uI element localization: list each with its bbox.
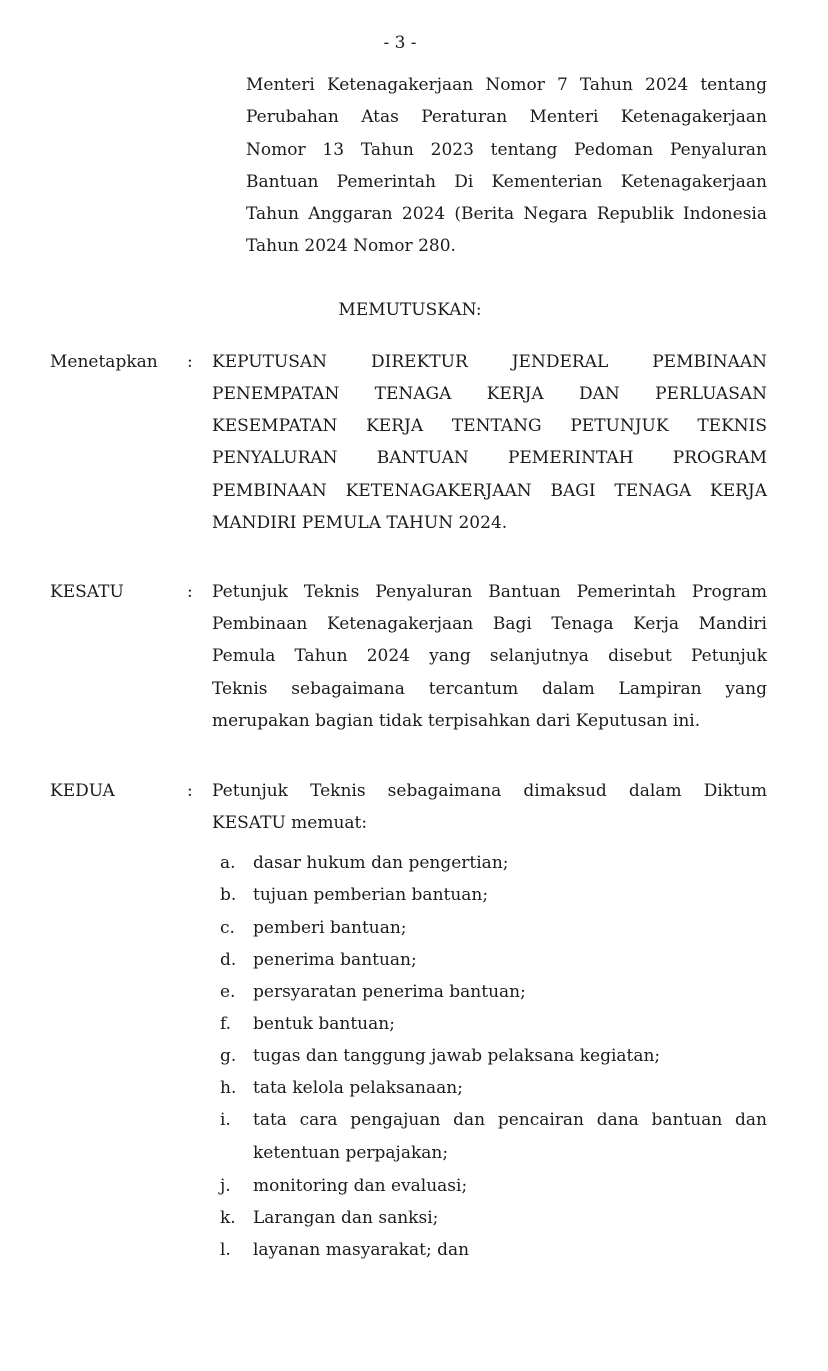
list-item-letter: k. xyxy=(220,1208,236,1228)
kedua-line: Petunjuk Teknis sebagaimana dimaksud dalam Diktum xyxy=(212,781,767,801)
kedua-label: KEDUA xyxy=(50,781,115,801)
menetapkan-line: MANDIRI PEMULA TAHUN 2024. xyxy=(212,513,508,533)
list-item-text: tugas dan tanggung jawab pelaksana kegiatan; xyxy=(253,1046,661,1066)
menetapkan-line: PENYALURAN BANTUAN PEMERINTAH PROGRAM xyxy=(212,448,767,468)
intro-line: Menteri Ketenagakerjaan Nomor 7 Tahun 2024 tentang xyxy=(246,75,767,95)
list-item-letter: f. xyxy=(220,1014,232,1034)
page-number: - 3 - xyxy=(383,33,417,53)
list-item-text: tujuan pemberian bantuan; xyxy=(253,885,489,905)
kedua-colon: : xyxy=(187,781,193,801)
menetapkan-line: PENEMPATAN TENAGA KERJA DAN PERLUASAN xyxy=(212,384,767,404)
kesatu-line: Pemula Tahun 2024 yang selanjutnya disebut Petunjuk xyxy=(212,646,767,666)
kesatu-line: merupakan bagian tidak terpisahkan dari Keputusan ini. xyxy=(212,711,701,731)
list-item-text-continued: ketentuan perpajakan; xyxy=(253,1143,449,1163)
list-item-text: dasar hukum dan pengertian; xyxy=(253,853,509,873)
kesatu-line: Pembinaan Ketenagakerjaan Bagi Tenaga Kerja Mandiri xyxy=(212,614,767,634)
kesatu-colon: : xyxy=(187,582,193,602)
kedua-line: KESATU memuat: xyxy=(212,813,368,833)
list-item-text: tata kelola pelaksanaan; xyxy=(253,1078,463,1098)
kesatu-line: Petunjuk Teknis Penyaluran Bantuan Pemerintah Program xyxy=(212,582,767,602)
list-item-letter: i. xyxy=(220,1110,231,1130)
intro-line: Tahun 2024 Nomor 280. xyxy=(246,236,456,256)
list-item-letter: c. xyxy=(220,918,235,938)
list-item-letter: a. xyxy=(220,853,236,873)
menetapkan-line: PEMBINAAN KETENAGAKERJAAN BAGI TENAGA KERJA xyxy=(212,481,767,501)
list-item-text: pemberi bantuan; xyxy=(253,918,407,938)
list-item-letter: e. xyxy=(220,982,236,1002)
list-item-text: monitoring dan evaluasi; xyxy=(253,1176,468,1196)
menetapkan-colon: : xyxy=(187,352,193,372)
list-item-text: penerima bantuan; xyxy=(253,950,417,970)
list-item-text: Larangan dan sanksi; xyxy=(253,1208,439,1228)
list-item-text: bentuk bantuan; xyxy=(253,1014,395,1034)
list-item-letter: d. xyxy=(220,950,237,970)
list-item-letter: b. xyxy=(220,885,237,905)
intro-line: Tahun Anggaran 2024 (Berita Negara Republik Indonesia xyxy=(246,204,767,224)
menetapkan-line: KESEMPATAN KERJA TENTANG PETUNJUK TEKNIS xyxy=(212,416,767,436)
list-item-letter: l. xyxy=(220,1240,231,1260)
intro-line: Perubahan Atas Peraturan Menteri Ketenagakerjaan xyxy=(246,107,767,127)
list-item-letter: h. xyxy=(220,1078,237,1098)
menetapkan-line: KEPUTUSAN DIREKTUR JENDERAL PEMBINAAN xyxy=(212,352,767,372)
menetapkan-label: Menetapkan xyxy=(50,352,158,372)
intro-line: Nomor 13 Tahun 2023 tentang Pedoman Penyaluran xyxy=(246,140,767,160)
list-item-text: layanan masyarakat; dan xyxy=(253,1240,470,1260)
section-heading: MEMUTUSKAN: xyxy=(338,300,482,320)
list-item-text: persyaratan penerima bantuan; xyxy=(253,982,526,1002)
list-item-letter: g. xyxy=(220,1046,237,1066)
list-item-letter: j. xyxy=(220,1176,231,1196)
kesatu-line: Teknis sebagaimana tercantum dalam Lampiran yang xyxy=(212,679,767,699)
list-item-text: tata cara pengajuan dan pencairan dana bantuan dan xyxy=(253,1110,767,1130)
intro-line: Bantuan Pemerintah Di Kementerian Ketenagakerjaan xyxy=(246,172,767,192)
kesatu-label: KESATU xyxy=(50,582,124,602)
